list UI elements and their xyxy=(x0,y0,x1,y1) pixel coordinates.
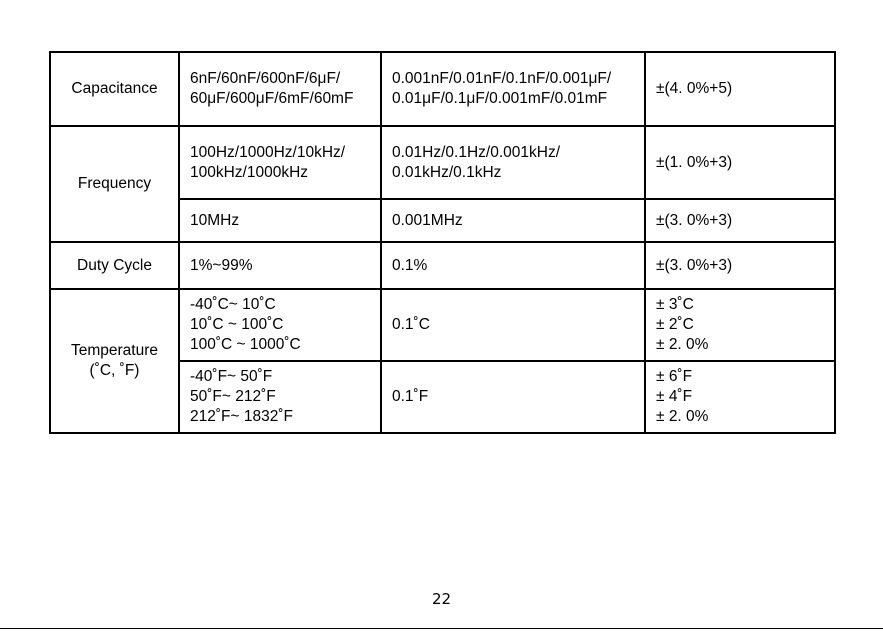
function-cell xyxy=(50,52,179,126)
page-number: 22 xyxy=(431,590,452,608)
range-line: 6nF/60nF/600nF/6μF/ xyxy=(190,70,341,87)
function-label: Temperature xyxy=(70,342,158,359)
resolution-cell xyxy=(381,126,645,199)
range-cell xyxy=(179,289,381,361)
range-line: -40˚C~ 10˚C xyxy=(190,296,276,313)
function-cell xyxy=(50,242,179,289)
resolution-cell xyxy=(381,52,645,126)
resolution-line: 0.01μF/0.1μF/0.001mF/0.01mF xyxy=(392,90,608,107)
accuracy-cell xyxy=(645,199,835,242)
resolution-line: 0.1% xyxy=(392,256,428,274)
resolution-line: 0.001nF/0.01nF/0.1nF/0.001μF/ xyxy=(392,70,612,87)
resolution-line: 0.1˚F xyxy=(392,388,429,405)
resolution-cell xyxy=(381,361,645,433)
range-line: 100Hz/1000Hz/10kHz/ xyxy=(190,143,346,161)
table-row-frequency xyxy=(50,126,835,199)
accuracy-cell xyxy=(645,361,835,433)
accuracy-line: ±(1. 0%+3) xyxy=(656,153,733,171)
range-line: 212˚F~ 1832˚F xyxy=(190,408,293,425)
resolution-cell xyxy=(381,289,645,361)
function-label: Frequency xyxy=(77,175,152,192)
function-cell xyxy=(50,126,179,242)
range-line: 50˚F~ 212˚F xyxy=(190,388,276,405)
resolution-line: 0.1˚C xyxy=(392,316,430,333)
range-line: 100kHz/1000kHz xyxy=(190,163,309,181)
range-line: 1%~99% xyxy=(190,256,253,274)
range-line: 10MHz xyxy=(190,211,240,229)
range-line: 60μF/600μF/6mF/60mF xyxy=(190,90,354,107)
accuracy-line: ±(3. 0%+3) xyxy=(656,211,733,229)
range-cell xyxy=(179,199,381,242)
accuracy-line: ± 2˚C xyxy=(656,316,694,333)
resolution-line: 0.01kHz/0.1kHz xyxy=(392,163,502,181)
range-cell xyxy=(179,52,381,126)
accuracy-line: ± 3˚C xyxy=(656,296,694,313)
function-label: Capacitance xyxy=(71,80,158,97)
range-cell xyxy=(179,126,381,199)
footer-divider xyxy=(0,628,883,629)
accuracy-line: ± 2. 0% xyxy=(656,408,709,425)
range-line: -40˚F~ 50˚F xyxy=(190,368,273,385)
resolution-cell xyxy=(381,242,645,289)
accuracy-cell xyxy=(645,52,835,126)
range-cell xyxy=(179,242,381,289)
table-row-capacitance xyxy=(50,52,835,126)
range-cell xyxy=(179,361,381,433)
function-unit-label: (˚C, ˚F) xyxy=(89,362,140,379)
accuracy-cell xyxy=(645,242,835,289)
accuracy-cell xyxy=(645,126,835,199)
table-row-duty-cycle xyxy=(50,242,835,289)
resolution-line: 0.01Hz/0.1Hz/0.001kHz/ xyxy=(392,143,561,161)
resolution-cell xyxy=(381,199,645,242)
accuracy-line: ± 2. 0% xyxy=(656,336,709,353)
accuracy-line: ± 6˚F xyxy=(656,368,693,385)
accuracy-line: ±(4. 0%+5) xyxy=(656,80,733,97)
accuracy-cell xyxy=(645,289,835,361)
accuracy-line: ±(3. 0%+3) xyxy=(656,256,733,274)
range-line: 10˚C ~ 100˚C xyxy=(190,316,284,333)
table-row-temperature-celsius xyxy=(50,289,835,361)
accuracy-line: ± 4˚F xyxy=(656,388,693,405)
range-line: 100˚C ~ 1000˚C xyxy=(190,336,301,353)
specification-table xyxy=(49,51,836,434)
function-cell xyxy=(50,289,179,433)
resolution-line: 0.001MHz xyxy=(392,211,463,229)
function-label: Duty Cycle xyxy=(77,256,152,274)
